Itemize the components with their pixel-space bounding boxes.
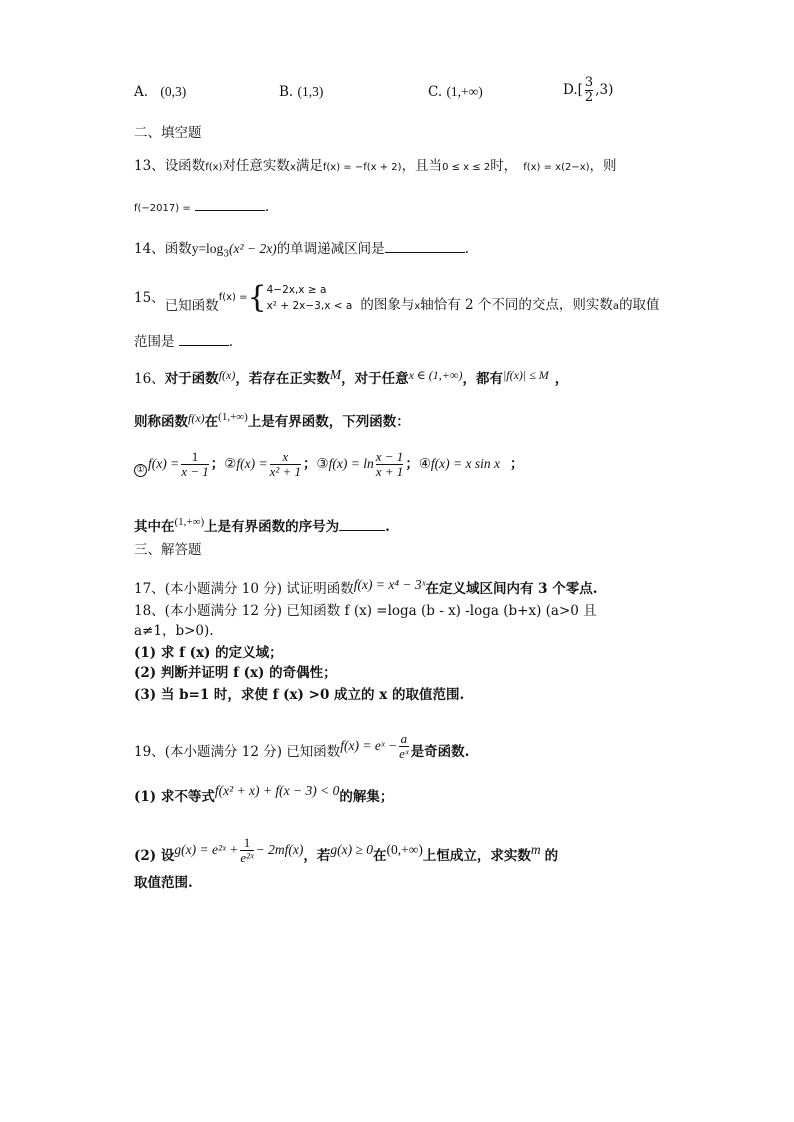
q16-separator: ； (510, 456, 524, 472)
q19-frac-num: 1 (243, 835, 251, 850)
q16-option4-formula: f(x) = x sin x (430, 456, 501, 471)
q15-text: 的图象与 (360, 297, 415, 313)
option-a-value: (0,3) (160, 84, 187, 99)
q16-number: 16、 (134, 371, 165, 387)
q19-formula: m (530, 842, 541, 857)
q19-text: ，若 (303, 848, 331, 864)
q16-formula: f(x) (218, 368, 236, 382)
section-title-fill-blank: 二、填空题 (134, 125, 202, 141)
q19-text: 是奇函数. (410, 744, 470, 760)
q13-text: 设函数 (164, 158, 206, 174)
q13-formula: f(x) = x(2−x) (523, 162, 590, 173)
q16-end: . (385, 519, 390, 535)
q16-text: ， (554, 371, 569, 387)
q15-line1 (134, 280, 660, 316)
q14-formula: y=log (191, 241, 224, 256)
q16-option3-marker: ③ (316, 456, 329, 472)
q19-text: (2) 设 (134, 848, 175, 864)
option-a (134, 84, 186, 100)
q19-formula: g(x) = e²ˣ + (174, 842, 239, 857)
q16-frac-den: x² + 1 (269, 464, 302, 479)
q14-end: . (464, 241, 469, 257)
q15-line2 (134, 331, 233, 351)
q19-text: 的 (544, 848, 559, 864)
q16-text: 则称函数 (134, 414, 188, 430)
q16-formula: f(x) (188, 411, 205, 425)
q16-separator: ； (210, 456, 225, 472)
q15-cases (267, 282, 353, 314)
q13-text: ，则 (589, 158, 617, 174)
q16-formula: (1,+∞) (174, 516, 205, 528)
q19-formula: f(x² + x) + f(x − 3) < 0 (214, 783, 340, 798)
q16-option3-formula: f(x) = ln (328, 456, 374, 471)
q19-line-last: 取值范围. (134, 875, 193, 891)
q18-part3: (3) 当 b=1 时，求使 f (x) >0 成立的 x 的取值范围. (134, 687, 465, 703)
q19-text: 在 (373, 848, 387, 864)
q16-option1-marker: ① (134, 464, 147, 477)
q13-number: 13、 (134, 158, 165, 174)
q16-frac-den: x + 1 (375, 464, 404, 479)
q13-formula: f(x) (205, 162, 223, 173)
q14-text: 的单调递减区间是 (276, 241, 385, 257)
q15-case: x² + 2x−3,x < a (266, 300, 353, 312)
q19-text: (1) 求不等式 (134, 789, 215, 805)
q15-formula: x (414, 301, 421, 312)
q16-text: 在 (204, 414, 219, 430)
q13-formula: f(−2017) = (134, 203, 191, 214)
q16-separator: ； (303, 456, 317, 472)
q16-text: ，若存在正实数 (235, 371, 330, 387)
q15-text: 轴恰有 2 个不同的交点，则实数 (420, 297, 613, 313)
q15-text: 的取值 (619, 297, 660, 313)
q17-number: 17、 (134, 581, 165, 597)
option-d-fraction (585, 76, 593, 105)
q19-text: (本小题满分 12 分) 已知函数 (164, 744, 341, 760)
q17-text: (本小题满分 10 分) 试证明函数 (164, 581, 354, 597)
section-title-solutions: 三、解答题 (134, 542, 202, 558)
q16-text: 其中在 (134, 519, 175, 535)
q15-end: . (228, 334, 234, 350)
q16-text: 上是有界函数，下列函数： (247, 414, 410, 430)
option-c-label: C. (428, 84, 443, 100)
q19-formula: f(x) = eˣ − (340, 738, 398, 753)
q19-part2-fraction (240, 836, 253, 865)
q13-text: 满足 (295, 158, 323, 174)
q16-formula: x ∈ (1,+∞) (408, 368, 463, 382)
option-b-label: B. (279, 84, 294, 100)
option-c (428, 84, 483, 100)
option-d-den: 2 (584, 90, 594, 105)
q13-formula: f(x) = −f(x + 2) (322, 162, 402, 173)
q19-frac-num: a (400, 731, 408, 746)
q13-line2 (134, 196, 269, 218)
q14-answer-blank[interactable] (385, 238, 465, 253)
option-b (279, 84, 323, 100)
q19-part1 (134, 782, 393, 806)
option-d (563, 76, 613, 105)
q16-answer-blank[interactable] (339, 516, 385, 531)
q16-formula: |f(x)| ≤ M (502, 368, 549, 382)
q16-formula: M (329, 367, 342, 382)
q13-text: 时， (490, 158, 518, 174)
q16-option2-formula: f(x) = (236, 456, 268, 471)
q13-text: 对任意实数 (222, 158, 290, 174)
q19-part2 (134, 832, 558, 874)
option-d-rest: ,3) (595, 82, 614, 98)
q16-separator: ； (405, 456, 419, 472)
q19-fraction (399, 732, 408, 761)
q18-part2: (2) 判断并证明 f (x) 的奇偶性； (134, 665, 337, 681)
q18-part1: (1) 求 f (x) 的定义域； (134, 645, 283, 661)
q16-frac-num: 1 (191, 449, 199, 464)
q16-options (134, 446, 524, 482)
q16-formula: (1,+∞) (218, 411, 248, 423)
q19-formula: g(x) ≥ 0 (330, 842, 374, 857)
q19-text: 上恒成立，求实数 (422, 848, 531, 864)
q16-option2-fraction (270, 450, 301, 479)
q19-frac-den: eˣ (399, 746, 409, 761)
q13-text: ，且当 (401, 158, 443, 174)
q18-line2: a≠1，b>0). (134, 623, 214, 639)
q17-line (134, 576, 597, 598)
option-d-bracket: [ (577, 82, 583, 98)
q17-formula: f(x) = x⁴ − 3ˣ (353, 577, 426, 592)
q17-text: 在定义域区间内有 3 个零点. (425, 581, 598, 597)
q16-option3-fraction (376, 450, 404, 479)
q15-answer-blank[interactable] (179, 331, 229, 346)
q16-text: ，对于任意 (341, 371, 409, 387)
q15-case: 4−2x,x ≥ a (266, 284, 327, 296)
q16-frac-den: x − 1 (181, 464, 209, 479)
q18-line1: 18、(本小题满分 12 分) 已知函数 f (x) =loga (b - x) -loga (b+x) (a>0 且 (134, 603, 597, 619)
q16-line1 (134, 366, 568, 388)
q13-end: . (265, 199, 270, 215)
q19-text: 的解集； (339, 789, 394, 805)
q15-rest (360, 296, 659, 316)
q15-text: 已知函数 (164, 298, 219, 314)
q19-formula: (0,+∞) (386, 842, 423, 857)
q16-option1-fraction (181, 450, 209, 479)
q14-formula: (x² − 2x) (229, 241, 277, 256)
q16-line4 (134, 513, 390, 536)
option-d-label: D. (563, 82, 578, 98)
q15-formula: f(x) = (218, 292, 248, 303)
q16-option2-marker: ② (224, 456, 237, 472)
q15-text: 范围是 (134, 334, 175, 350)
q19-line1 (134, 728, 469, 770)
option-b-value: (1,3) (297, 84, 324, 99)
q16-frac-num: x − 1 (375, 449, 404, 464)
q19-formula: − 2mf(x) (255, 842, 304, 857)
q13-formula: x (289, 162, 296, 173)
option-c-value: (1,+∞) (446, 84, 483, 99)
q14-number: 14、 (134, 241, 165, 257)
q19-frac-den: e²ˣ (240, 850, 254, 865)
q15-brace: { (247, 280, 267, 315)
q14-text: 函数 (164, 241, 192, 257)
q13-formula: 0 ≤ x ≤ 2 (442, 162, 491, 173)
q16-text: ，都有 (462, 371, 503, 387)
q14-log-base: 3 (223, 249, 230, 260)
q13-answer-blank[interactable] (195, 196, 265, 211)
q16-text: 上是有界函数的序号为 (204, 519, 340, 535)
q19-number: 19、 (134, 744, 165, 760)
q16-option1-formula: f(x) = (148, 456, 180, 471)
q16-line2 (134, 408, 410, 431)
option-d-num: 3 (584, 75, 594, 90)
q16-text: 对于函数 (164, 371, 219, 387)
q16-option4-marker: ④ (418, 456, 431, 472)
q13-line1 (134, 157, 617, 177)
q14-line (134, 238, 469, 264)
q16-frac-num: x (282, 449, 289, 464)
q15-formula: a (612, 301, 620, 312)
option-a-label: A. (134, 84, 149, 100)
q15-number: 15、 (134, 290, 165, 306)
